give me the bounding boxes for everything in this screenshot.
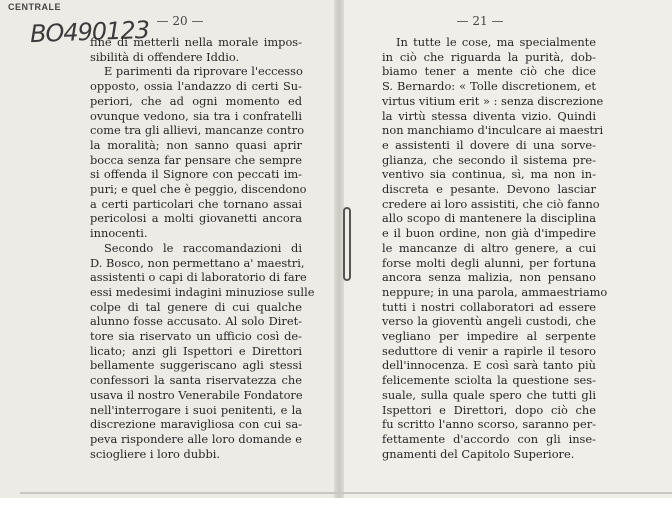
text-line: ventivo sia continua, sì, ma non in- bbox=[382, 167, 596, 182]
text-line: verso la gioventù angeli custodi, che bbox=[382, 314, 596, 329]
text-line: alunno fosse accusato. Al solo Diret- bbox=[90, 314, 302, 329]
text-line: Secondo le raccomandazioni di bbox=[104, 240, 302, 255]
text-line: glianza, che secondo il sistema pre- bbox=[382, 152, 596, 167]
text-line: non manchiamo d'inculcare ai maestri bbox=[382, 123, 604, 138]
text-line: gnamenti del Capitolo Superiore. bbox=[382, 446, 575, 461]
text-line: S. Bernardo: « Tolle discretionem, et bbox=[382, 79, 596, 94]
text-line: felicemente sciolta la questione ses- bbox=[382, 373, 596, 388]
text-line: tutti i nostri collaboratori ad essere bbox=[382, 299, 596, 314]
text-line: pericolosi a molti giovanetti ancora bbox=[90, 211, 302, 226]
text-line: peva rispondere alle loro domande e bbox=[90, 431, 302, 446]
text-line: periori, che ad ogni momento ed bbox=[90, 93, 302, 108]
text-line: bellamente suggeriscano agli stessi bbox=[90, 358, 302, 373]
text-line: sibilità di offendere Iddio. bbox=[90, 49, 240, 64]
text-line: ovunque vedono, sia tra i confratelli bbox=[90, 108, 302, 123]
text-line: E parimenti da riprovare l'eccesso bbox=[104, 64, 303, 79]
text-line: assistenti o capi di laboratorio di fare bbox=[90, 270, 307, 285]
text-line: puri; e quel che è peggio, discendono bbox=[90, 182, 307, 197]
text-line: credere ai loro assistiti, che ciò fanno bbox=[382, 196, 600, 211]
text-line: sciogliere i loro dubbi. bbox=[90, 446, 221, 461]
text-line: la moralità; non sanno quasi aprir bbox=[90, 137, 302, 152]
text-line: discrezione maravigliosa con cui sa- bbox=[90, 417, 302, 432]
text-line: in ciò che riguarda la purità, dob- bbox=[382, 49, 596, 64]
text-line: neppure; in una parola, ammaestriamo bbox=[382, 284, 608, 299]
text-line: fine di metterli nella morale impos- bbox=[90, 35, 302, 49]
text-line: discreta e pesante. Devono lasciar bbox=[382, 182, 596, 197]
text-line: come tra gli allievi, mancanze contro bbox=[90, 123, 305, 138]
text-line: biamo tener a mente ciò che dice bbox=[382, 64, 596, 79]
right-page-number: — 21 — bbox=[456, 14, 504, 28]
text-line: bocca senza far pensare che sempre bbox=[90, 152, 302, 167]
text-line: forse molti degli alunni, per fortuna bbox=[382, 255, 596, 270]
text-line: opposto, ossia l'andazzo di certi Su- bbox=[90, 79, 302, 94]
text-line: Ispettori e Direttori, dopo ciò che bbox=[382, 402, 596, 417]
left-page-number: — 20 — bbox=[156, 14, 204, 28]
text-line: e il buon ordine, non già d'impedire bbox=[382, 226, 596, 241]
text-line: vegliano per impedire al serpente bbox=[382, 329, 596, 344]
binding-clip bbox=[343, 207, 351, 281]
text-line: seduttore di venir a rapirle il tesoro bbox=[382, 343, 596, 358]
page-edge bbox=[20, 492, 672, 494]
text-line: suale, sulla quale spero che tutti gli bbox=[382, 387, 596, 402]
text-line: tore sia riservato un ufficio così de- bbox=[90, 329, 302, 344]
text-line: usava il nostro Venerabile Fondatore bbox=[90, 387, 303, 402]
left-page-text bbox=[90, 35, 315, 461]
text-line: a certi particolari che tornano assai bbox=[90, 196, 302, 211]
text-line: essi medesimi indagini minuziose sulle bbox=[90, 284, 315, 299]
text-line: fu scritto l'anno scorso, saranno per- bbox=[382, 417, 596, 432]
inventory-number: BO490123 bbox=[29, 15, 150, 49]
text-line: allo scopo di mantenere la disciplina bbox=[382, 211, 596, 226]
text-line: In tutte le cose, ma specialmente bbox=[396, 35, 596, 49]
text-line: licato; anzi gli Ispettori e Direttori bbox=[90, 343, 302, 358]
text-line: fettamente d'accordo con gli inse- bbox=[382, 431, 596, 446]
text-line: nell'interrogare i suoi penitenti, e la bbox=[90, 402, 302, 417]
text-line: D. Bosco, non permettano a' maestri, bbox=[90, 255, 305, 270]
text-line: ancora senza malizia, non pensano bbox=[382, 270, 596, 285]
library-stamp: CENTRALE bbox=[8, 2, 61, 12]
text-line: dell'innocenza. E così sarà tanto più bbox=[382, 358, 596, 373]
text-line: le mancanze di altro genere, a cui bbox=[382, 240, 596, 255]
text-line: innocenti. bbox=[90, 226, 148, 241]
text-line: e assistenti il dovere di una sorve- bbox=[382, 137, 596, 152]
text-line: confessori la santa riservatezza che bbox=[90, 373, 302, 388]
text-line: virtus vitium erit » : senza discrezione bbox=[382, 93, 604, 108]
text-line: colpe di tal genere di cui qualche bbox=[90, 299, 302, 314]
right-page-text bbox=[382, 35, 608, 461]
text-line: si offenda il Signore con peccati im- bbox=[90, 167, 302, 182]
text-line: la virtù stessa diventa vizio. Quindi bbox=[382, 108, 596, 123]
